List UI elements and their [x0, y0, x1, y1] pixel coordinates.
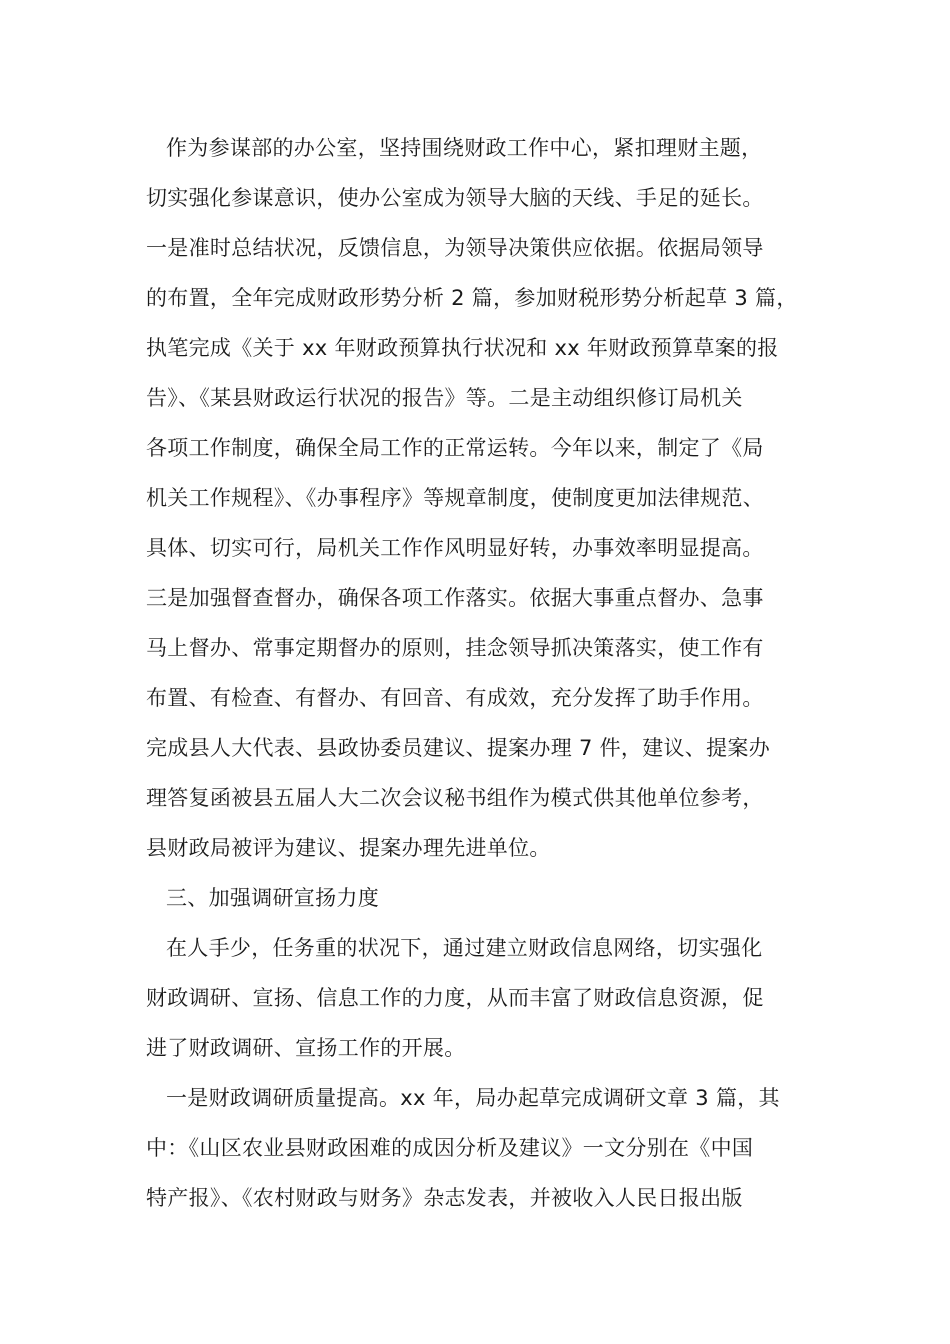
- paragraph-line: 县财政局被评为建议、提案办理先进单位。: [146, 836, 551, 860]
- paragraph-line: 一是财政调研质量提高。xx 年，局办起草完成调研文章 3 篇，其: [166, 1086, 780, 1110]
- paragraph-line: 的布置，全年完成财政形势分析 2 篇，参加财税形势分析起草 3 篇，: [146, 286, 798, 310]
- paragraph-line: 理答复函被县五届人大二次会议秘书组作为模式供其他单位参考，: [146, 786, 764, 810]
- paragraph-line: 切实强化参谋意识，使办公室成为领导大脑的天线、手足的延长。: [146, 186, 764, 210]
- paragraph-line: 财政调研、宣扬、信息工作的力度，从而丰富了财政信息资源，促: [146, 986, 764, 1010]
- paragraph-line: 一是准时总结状况，反馈信息，为领导决策供应依据。依据局领导: [146, 236, 764, 260]
- paragraph-line: 完成县人大代表、县政协委员建议、提案办理 7 件，建议、提案办: [146, 736, 771, 760]
- paragraph-line: 布置、有检查、有督办、有回音、有成效，充分发挥了助手作用。: [146, 686, 764, 710]
- section-heading: 三、加强调研宣扬力度: [166, 886, 379, 910]
- paragraph-line: 作为参谋部的办公室，坚持围绕财政工作中心，紧扣理财主题，: [166, 136, 763, 160]
- paragraph-line: 马上督办、常事定期督办的原则，挂念领导抓决策落实，使工作有: [146, 636, 764, 660]
- paragraph-line: 三是加强督查督办，确保各项工作落实。依据大事重点督办、急事: [146, 586, 764, 610]
- paragraph-line: 机关工作规程》、《办事程序》等规章制度，使制度更加法律规范、: [146, 486, 764, 510]
- paragraph-line: 进了财政调研、宣扬工作的开展。: [146, 1036, 466, 1060]
- paragraph-line: 具体、切实可行，局机关工作作风明显好转，办事效率明显提高。: [146, 536, 764, 560]
- paragraph-line: 执笔完成《关于 xx 年财政预算执行状况和 xx 年财政预算草案的报: [146, 336, 779, 360]
- paragraph-line: 各项工作制度，确保全局工作的正常运转。今年以来，制定了《局: [146, 436, 764, 460]
- paragraph-line: 在人手少，任务重的状况下，通过建立财政信息网络，切实强化: [166, 936, 763, 960]
- paragraph-line: 中：《山区农业县财政困难的成因分析及建议》一文分别在《中国: [146, 1136, 754, 1160]
- paragraph-line: 告》、《某县财政运行状况的报告》等。二是主动组织修订局机关: [146, 386, 743, 410]
- paragraph-line: 特产报》、《农村财政与财务》杂志发表，并被收入人民日报出版: [146, 1186, 743, 1210]
